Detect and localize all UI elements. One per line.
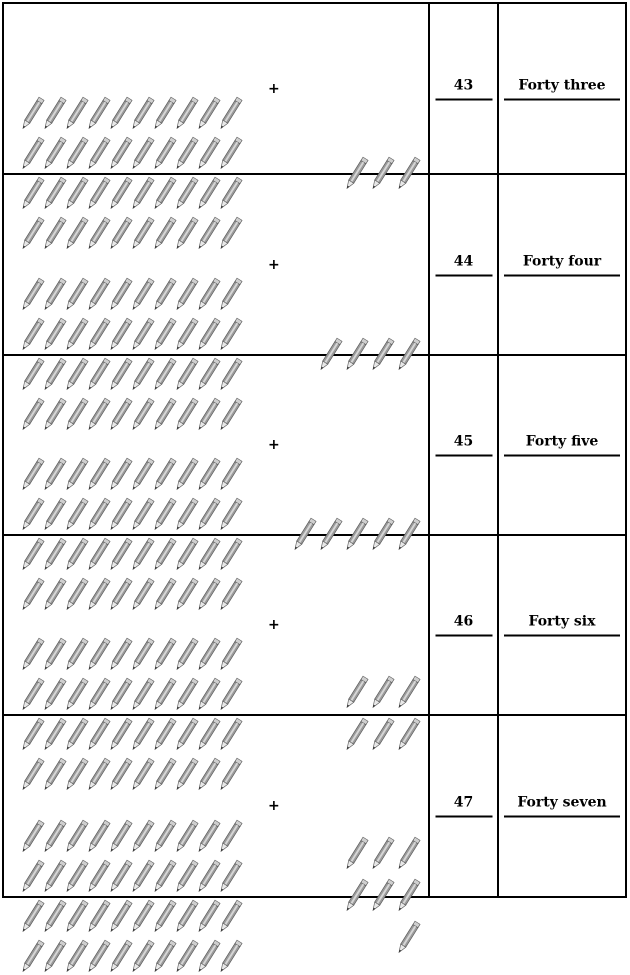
- pencil-icon: [130, 318, 154, 351]
- pencil-icon: [218, 940, 242, 973]
- pencil-icon: [396, 921, 420, 954]
- pencil-icon: [42, 900, 66, 933]
- pencil-icon: [152, 137, 176, 170]
- pencil-icon: [152, 278, 176, 311]
- pencil-icon: [42, 97, 66, 130]
- pencil-icon: [152, 900, 176, 933]
- pencil-icon: [370, 879, 394, 912]
- pencil-icon: [174, 498, 198, 531]
- pencil-icon: [174, 318, 198, 351]
- pencil-icon: [396, 879, 420, 912]
- words-cell: [498, 3, 626, 174]
- words-answer: Forty seven: [504, 795, 620, 818]
- pencil-icon: [86, 820, 110, 853]
- pencil-icon: [344, 837, 368, 870]
- pencil-icon: [22, 137, 44, 170]
- pencil-icon: [130, 278, 154, 311]
- pencil-icon: [86, 900, 110, 933]
- pencil-icon: [174, 860, 198, 893]
- pencil-icon: [22, 820, 44, 853]
- pencil-icon: [64, 638, 88, 671]
- pencil-icon: [22, 638, 44, 671]
- number-answer: 44: [435, 253, 492, 276]
- pencil-icon: [108, 678, 132, 711]
- pencil-icon: [108, 97, 132, 130]
- pencil-icon: [86, 498, 110, 531]
- pencil-icon: [86, 278, 110, 311]
- pencil-icon: [108, 318, 132, 351]
- worksheet-row: [3, 3, 626, 174]
- pencil-icon: [174, 900, 198, 933]
- pencil-icon: [86, 678, 110, 711]
- pencil-icon: [22, 940, 44, 973]
- pencil-icon: [22, 97, 44, 130]
- pencil-icon: [86, 137, 110, 170]
- words-answer: Forty three: [504, 77, 620, 100]
- pencil-icon: [196, 97, 220, 130]
- pencil-icon: [64, 498, 88, 531]
- pencil-icon: [218, 678, 242, 711]
- pencil-icon: [218, 498, 242, 531]
- pencil-icon: [130, 860, 154, 893]
- pencil-picture-cell: [3, 535, 429, 715]
- pencil-icon: [64, 278, 88, 311]
- worksheet-table: [2, 2, 627, 898]
- pencil-icon: [174, 940, 198, 973]
- pencil-icon: [42, 278, 66, 311]
- words-cell: [498, 535, 626, 715]
- pencil-icon: [22, 318, 44, 351]
- pencil-icon: [396, 676, 420, 709]
- pencil-icon: [42, 678, 66, 711]
- pencil-icon: [64, 860, 88, 893]
- number-cell: [429, 174, 498, 355]
- pencil-icon: [130, 137, 154, 170]
- pencil-icon: [196, 678, 220, 711]
- pencil-icon: [42, 318, 66, 351]
- pencil-icon: [86, 940, 110, 973]
- pencil-icon: [130, 900, 154, 933]
- pencil-icon: [196, 940, 220, 973]
- pencil-icon: [218, 97, 242, 130]
- pencil-icon: [108, 458, 132, 491]
- worksheet-row: [3, 174, 626, 355]
- pencil-icon: [64, 97, 88, 130]
- pencil-icon: [152, 678, 176, 711]
- pencil-icon: [370, 837, 394, 870]
- worksheet-row: [3, 355, 626, 535]
- pencil-icon: [196, 278, 220, 311]
- number-answer: 46: [435, 614, 492, 637]
- pencil-icon: [196, 137, 220, 170]
- pencil-icon: [42, 860, 66, 893]
- pencil-icon: [218, 638, 242, 671]
- pencil-icon: [86, 318, 110, 351]
- pencil-icon: [130, 458, 154, 491]
- number-cell: [429, 535, 498, 715]
- pencil-icon: [86, 860, 110, 893]
- pencil-icon: [42, 498, 66, 531]
- pencil-icon: [152, 458, 176, 491]
- pencil-icon: [22, 498, 44, 531]
- pencil-icon: [174, 820, 198, 853]
- plus-sign: +: [268, 437, 280, 453]
- pencil-icon: [42, 137, 66, 170]
- pencil-icon: [152, 318, 176, 351]
- pencil-icon: [42, 940, 66, 973]
- pencil-icon: [152, 97, 176, 130]
- number-cell: [429, 3, 498, 174]
- pencil-icon: [218, 900, 242, 933]
- pencil-picture-cell: [3, 174, 429, 355]
- pencil-icon: [218, 318, 242, 351]
- words-cell: [498, 174, 626, 355]
- pencil-icon: [196, 458, 220, 491]
- pencil-icon: [152, 940, 176, 973]
- pencil-icon: [218, 820, 242, 853]
- pencil-icon: [152, 820, 176, 853]
- pencil-picture-cell: [3, 355, 429, 535]
- pencil-icon: [174, 278, 198, 311]
- number-cell: [429, 355, 498, 535]
- pencil-icon: [174, 638, 198, 671]
- plus-sign: +: [268, 798, 280, 814]
- pencil-icon: [64, 318, 88, 351]
- pencil-icon: [196, 820, 220, 853]
- pencil-icon: [152, 860, 176, 893]
- pencil-icon: [22, 900, 44, 933]
- pencil-icon: [22, 458, 44, 491]
- pencil-icon: [130, 940, 154, 973]
- pencil-icon: [196, 318, 220, 351]
- number-answer: 45: [435, 434, 492, 457]
- pencil-icon: [86, 638, 110, 671]
- pencil-icon: [64, 678, 88, 711]
- pencil-icon: [152, 638, 176, 671]
- worksheet-row: [3, 715, 626, 897]
- pencil-icon: [86, 97, 110, 130]
- pencil-icon: [108, 498, 132, 531]
- pencil-icon: [108, 820, 132, 853]
- words-cell: [498, 715, 626, 897]
- pencil-icon: [64, 458, 88, 491]
- pencil-icon: [174, 97, 198, 130]
- pencil-icon: [196, 900, 220, 933]
- number-answer: 43: [435, 77, 492, 100]
- pencil-icon: [370, 676, 394, 709]
- worksheet-row: [3, 535, 626, 715]
- pencil-icon: [218, 137, 242, 170]
- pencil-icon: [108, 900, 132, 933]
- pencil-icon: [64, 137, 88, 170]
- pencil-icon: [196, 638, 220, 671]
- pencil-icon: [22, 678, 44, 711]
- pencil-icon: [42, 638, 66, 671]
- pencil-icon: [344, 879, 368, 912]
- pencil-icon: [130, 97, 154, 130]
- pencil-icon: [218, 860, 242, 893]
- pencil-icon: [22, 860, 44, 893]
- pencil-icon: [108, 638, 132, 671]
- number-cell: [429, 715, 498, 897]
- words-answer: Forty six: [504, 614, 620, 637]
- pencil-icon: [64, 940, 88, 973]
- pencil-icon: [130, 820, 154, 853]
- words-answer: Forty four: [504, 253, 620, 276]
- pencil-icon: [396, 837, 420, 870]
- pencil-icon: [152, 498, 176, 531]
- pencil-icon: [218, 278, 242, 311]
- pencil-icon: [64, 900, 88, 933]
- pencil-icon: [344, 676, 368, 709]
- pencil-icon: [108, 137, 132, 170]
- tens-pencils: [22, 817, 252, 975]
- pencil-icon: [64, 820, 88, 853]
- pencil-icon: [42, 820, 66, 853]
- pencil-icon: [108, 940, 132, 973]
- pencil-icon: [174, 137, 198, 170]
- pencil-icon: [86, 458, 110, 491]
- words-answer: Forty five: [504, 434, 620, 457]
- plus-sign: +: [268, 256, 280, 273]
- plus-sign: +: [268, 80, 280, 97]
- pencil-icon: [174, 678, 198, 711]
- pencil-icon: [130, 498, 154, 531]
- pencil-icon: [108, 278, 132, 311]
- pencil-picture-cell: [3, 3, 429, 174]
- pencil-icon: [22, 278, 44, 311]
- pencil-icon: [130, 678, 154, 711]
- pencil-icon: [196, 860, 220, 893]
- number-answer: 47: [435, 795, 492, 818]
- pencil-icon: [174, 458, 198, 491]
- pencil-icon: [130, 638, 154, 671]
- plus-sign: +: [268, 617, 280, 633]
- pencil-icon: [196, 498, 220, 531]
- words-cell: [498, 355, 626, 535]
- pencil-icon: [108, 860, 132, 893]
- pencil-icon: [218, 458, 242, 491]
- pencil-picture-cell: [3, 715, 429, 897]
- pencil-icon: [42, 458, 66, 491]
- ones-pencils: [344, 832, 422, 962]
